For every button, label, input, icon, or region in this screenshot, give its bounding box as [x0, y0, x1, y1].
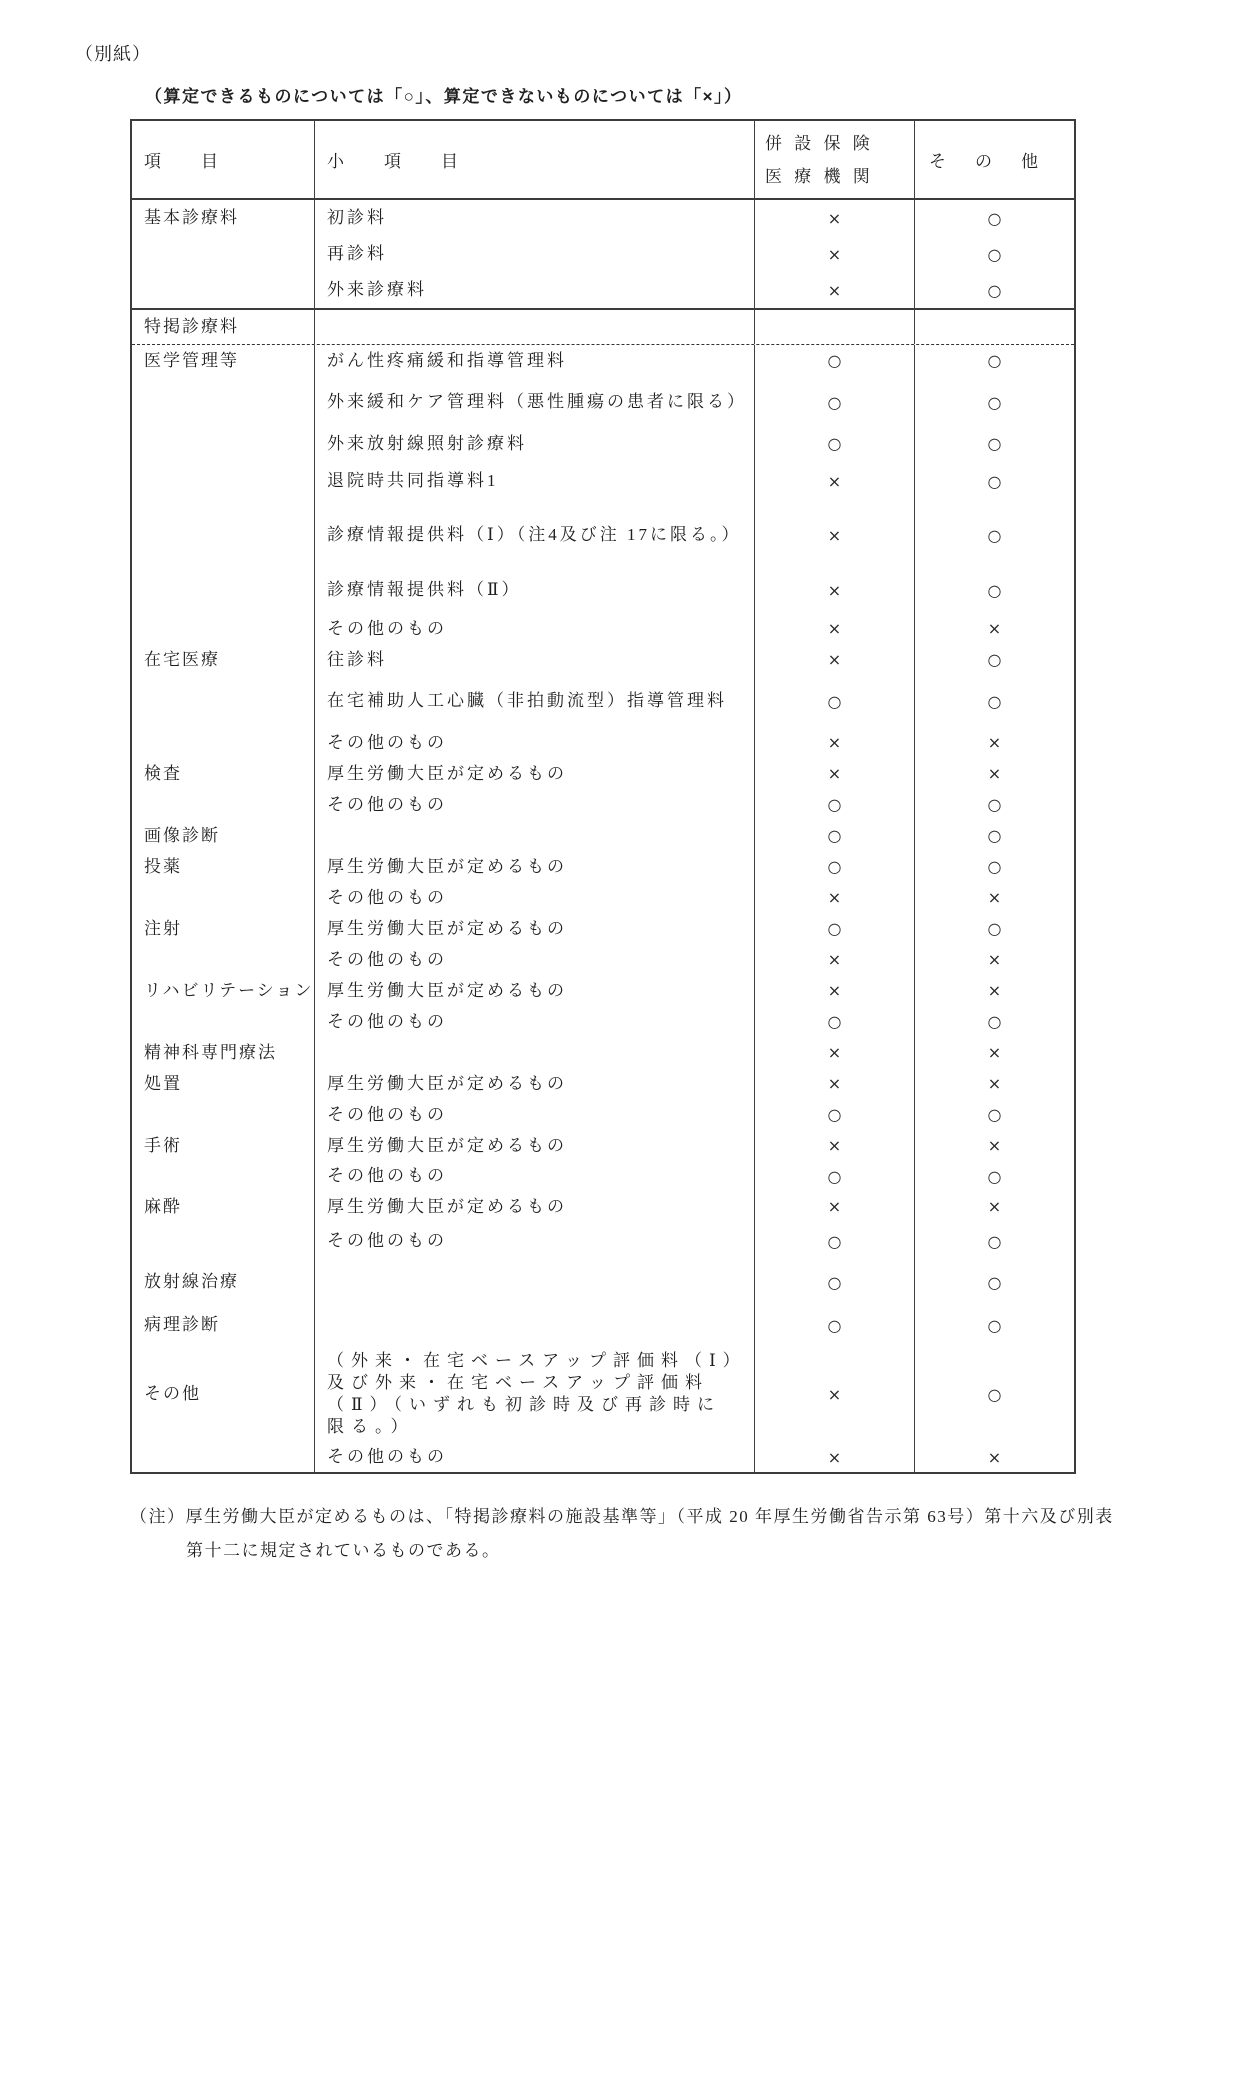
sub-item-cell: 往診料 — [314, 644, 754, 675]
sub-item-cell: その他のもの — [314, 1006, 754, 1037]
header-attached-insurance-institution — [754, 121, 914, 198]
attached-insurance-mark-cell: × — [754, 727, 914, 758]
item-cell: 手術 — [144, 1135, 182, 1155]
attached-insurance-mark-cell: ○ — [754, 1006, 914, 1037]
attached-insurance-mark-cell: ○ — [754, 1222, 914, 1260]
sub-item-cell — [314, 310, 754, 344]
attached-insurance-mark-cell: ○ — [754, 428, 914, 459]
item-cell — [132, 1442, 314, 1472]
item-cell — [132, 236, 314, 272]
sub-item-cell: 退院時共同指導料1 — [314, 459, 754, 503]
other-mark-cell: ○ — [914, 503, 1074, 567]
document-page — [0, 40, 1255, 2075]
table-row — [132, 459, 1074, 503]
attached-insurance-mark-cell: ○ — [754, 345, 914, 376]
sub-item-cell: （外来・在宅ベースアップ評価料（Ⅰ）及び外来・在宅ベースアップ評価料（Ⅱ）（いずれも初診時及び再診時に限る。） — [314, 1346, 754, 1442]
attached-insurance-mark-cell — [754, 310, 914, 344]
section-tokkei-fees — [132, 310, 1074, 345]
item-cell — [132, 1222, 314, 1260]
table-row — [132, 1442, 1074, 1472]
other-mark-cell: ○ — [914, 1006, 1074, 1037]
section-tokkei-detail-rows — [132, 345, 1074, 1472]
legend-note: （算定できるものについては「○」、算定できないものについては「×」） — [145, 87, 743, 106]
item-cell — [132, 1161, 314, 1191]
item-cell — [132, 459, 314, 503]
other-mark-cell: ○ — [914, 913, 1074, 944]
header-item: 項 目 — [144, 152, 220, 171]
sub-item-cell: その他のもの — [314, 613, 754, 644]
table-row — [132, 272, 1074, 308]
attached-insurance-mark-cell: × — [754, 1191, 914, 1222]
other-mark-cell: × — [914, 882, 1074, 913]
item-cell — [132, 727, 314, 758]
sub-item-cell: その他のもの — [314, 944, 754, 975]
sub-item-cell: その他のもの — [314, 789, 754, 820]
attached-insurance-mark-cell: × — [754, 236, 914, 272]
attached-insurance-mark-cell: ○ — [754, 1304, 914, 1346]
footnote: （注）厚生労働大臣が定めるものは、「特掲診療料の施設基準等」（平成 20 年厚生労働省告示第 63号）第十六及び別表第十二に規定されているものである。 — [130, 1507, 1114, 1560]
other-mark-cell: × — [914, 1191, 1074, 1222]
sub-item-cell: 厚生労働大臣が定めるもの — [314, 1130, 754, 1161]
other-mark-cell: ○ — [914, 459, 1074, 503]
other-mark-cell: ○ — [914, 1346, 1074, 1442]
sub-item-cell: 厚生労働大臣が定めるもの — [314, 1191, 754, 1222]
other-mark-cell: ○ — [914, 567, 1074, 613]
attached-insurance-mark-cell: × — [754, 758, 914, 789]
table-row — [132, 345, 1074, 376]
attached-insurance-mark-cell: × — [754, 200, 914, 236]
other-mark-cell: × — [914, 975, 1074, 1006]
table-row — [132, 503, 1074, 567]
attached-insurance-mark-cell: ○ — [754, 675, 914, 727]
table-row — [132, 675, 1074, 727]
attached-insurance-mark-cell: × — [754, 272, 914, 308]
item-cell: 検査 — [144, 763, 182, 783]
attached-insurance-mark-cell: × — [754, 1442, 914, 1472]
table-row — [132, 1099, 1074, 1130]
sub-item-cell: 厚生労働大臣が定めるもの — [314, 851, 754, 882]
other-mark-cell: × — [914, 758, 1074, 789]
other-mark-cell: ○ — [914, 644, 1074, 675]
table-row — [132, 310, 1074, 344]
table-row — [132, 820, 1074, 851]
sub-item-cell — [314, 1304, 754, 1346]
sub-item-cell — [314, 1260, 754, 1304]
item-cell: 在宅医療 — [144, 649, 220, 669]
section-basic-fees — [132, 200, 1074, 310]
other-mark-cell: × — [914, 727, 1074, 758]
other-mark-cell: ○ — [914, 789, 1074, 820]
attached-insurance-mark-cell: × — [754, 644, 914, 675]
other-mark-cell: × — [914, 1037, 1074, 1068]
table-row — [132, 851, 1074, 882]
item-cell — [132, 376, 314, 428]
other-mark-cell: × — [914, 1130, 1074, 1161]
table-row — [132, 1222, 1074, 1260]
sub-item-cell: その他のもの — [314, 1161, 754, 1191]
table-row — [132, 1304, 1074, 1346]
table-row — [132, 1191, 1074, 1222]
header-other: そ の 他 — [914, 121, 1074, 198]
table-row — [132, 644, 1074, 675]
other-mark-cell: × — [914, 1442, 1074, 1472]
item-cell — [132, 789, 314, 820]
table-row — [132, 376, 1074, 428]
table-row — [132, 727, 1074, 758]
other-mark-cell — [914, 310, 1074, 344]
sub-item-cell: その他のもの — [314, 727, 754, 758]
item-cell — [132, 1006, 314, 1037]
item-cell: 病理診断 — [144, 1315, 220, 1334]
table-row — [132, 236, 1074, 272]
other-mark-cell: ○ — [914, 428, 1074, 459]
table-row — [132, 882, 1074, 913]
sub-item-cell: 初診料 — [314, 200, 754, 236]
other-mark-cell: ○ — [914, 1222, 1074, 1260]
other-mark-cell: ○ — [914, 376, 1074, 428]
item-cell: 投薬 — [144, 856, 182, 876]
sub-item-cell: 外来緩和ケア管理料（悪性腫瘍の患者に限る） — [314, 376, 754, 428]
sub-item-cell: 外来診療料 — [314, 272, 754, 308]
attached-insurance-mark-cell: ○ — [754, 913, 914, 944]
attached-insurance-mark-cell: ○ — [754, 851, 914, 882]
attached-insurance-mark-cell: ○ — [754, 789, 914, 820]
header-attached-line1: 併 設 保 険 — [765, 133, 874, 153]
sub-item-cell: 厚生労働大臣が定めるもの — [314, 913, 754, 944]
other-mark-cell: ○ — [914, 1099, 1074, 1130]
table-row — [132, 1068, 1074, 1099]
item-cell: リハビリテーション — [144, 980, 314, 1000]
attached-insurance-mark-cell: × — [754, 503, 914, 567]
table-row — [132, 1346, 1074, 1442]
other-mark-cell: ○ — [914, 236, 1074, 272]
sub-item-cell — [314, 820, 754, 851]
other-mark-cell: × — [914, 1068, 1074, 1099]
item-cell — [132, 567, 314, 613]
sub-item-cell: 厚生労働大臣が定めるもの — [314, 1068, 754, 1099]
attached-insurance-mark-cell: × — [754, 459, 914, 503]
attached-insurance-mark-cell: ○ — [754, 1260, 914, 1304]
other-mark-cell: × — [914, 944, 1074, 975]
sub-item-cell: その他のもの — [314, 1442, 754, 1472]
item-cell: 特掲診療料 — [144, 317, 239, 336]
table-row — [132, 1161, 1074, 1191]
item-cell: 注射 — [144, 918, 182, 938]
table-header-row — [132, 121, 1074, 200]
attached-insurance-mark-cell: × — [754, 975, 914, 1006]
item-cell: その他 — [144, 1384, 201, 1403]
other-mark-cell: ○ — [914, 675, 1074, 727]
sub-item-cell: 診療情報提供料（Ⅰ）（注4及び注 17に限る。） — [314, 503, 754, 567]
sub-item-cell: 再診料 — [314, 236, 754, 272]
attached-insurance-mark-cell: × — [754, 882, 914, 913]
attached-insurance-mark-cell: × — [754, 1130, 914, 1161]
item-cell: 基本診療料 — [144, 208, 239, 227]
table-row — [132, 200, 1074, 236]
attached-insurance-mark-cell: × — [754, 1068, 914, 1099]
sub-item-cell: その他のもの — [314, 1099, 754, 1130]
item-cell — [132, 944, 314, 975]
other-mark-cell: ○ — [914, 851, 1074, 882]
attached-insurance-mark-cell: × — [754, 1037, 914, 1068]
other-mark-cell: ○ — [914, 345, 1074, 376]
sub-item-cell: 厚生労働大臣が定めるもの — [314, 975, 754, 1006]
item-cell — [132, 272, 314, 308]
item-cell: 処置 — [144, 1073, 182, 1093]
attachment-label: （別紙） — [75, 44, 151, 64]
table-row — [132, 758, 1074, 789]
item-cell — [132, 1099, 314, 1130]
other-mark-cell: × — [914, 613, 1074, 644]
other-mark-cell: ○ — [914, 820, 1074, 851]
fee-calculation-table — [130, 119, 1076, 1474]
attached-insurance-mark-cell: × — [754, 1346, 914, 1442]
sub-item-cell: がん性疼痛緩和指導管理料 — [314, 345, 754, 376]
item-cell — [132, 613, 314, 644]
table-row — [132, 913, 1074, 944]
sub-item-cell — [314, 1037, 754, 1068]
item-cell — [132, 882, 314, 913]
item-cell: 画像診断 — [144, 825, 220, 845]
attached-insurance-mark-cell: × — [754, 944, 914, 975]
other-mark-cell: ○ — [914, 1161, 1074, 1191]
table-row — [132, 1130, 1074, 1161]
item-cell: 放射線治療 — [144, 1272, 239, 1291]
table-row — [132, 1037, 1074, 1068]
table-row — [132, 944, 1074, 975]
other-mark-cell: ○ — [914, 200, 1074, 236]
sub-item-cell: 在宅補助人工心臓（非拍動流型）指導管理料 — [314, 675, 754, 727]
header-attached-line2: 医 療 機 関 — [765, 166, 874, 186]
item-cell — [132, 503, 314, 567]
table-row — [132, 567, 1074, 613]
attached-insurance-mark-cell: ○ — [754, 820, 914, 851]
attached-insurance-mark-cell: ○ — [754, 1161, 914, 1191]
item-cell: 精神科専門療法 — [144, 1042, 277, 1062]
table-row — [132, 428, 1074, 459]
table-row — [132, 975, 1074, 1006]
table-row — [132, 789, 1074, 820]
sub-item-cell: 厚生労働大臣が定めるもの — [314, 758, 754, 789]
other-mark-cell: ○ — [914, 1260, 1074, 1304]
other-mark-cell: ○ — [914, 272, 1074, 308]
attached-insurance-mark-cell: ○ — [754, 376, 914, 428]
table-row — [132, 1006, 1074, 1037]
table-row — [132, 1260, 1074, 1304]
item-cell — [132, 675, 314, 727]
item-cell: 医学管理等 — [144, 350, 239, 370]
attached-insurance-mark-cell: × — [754, 567, 914, 613]
other-mark-cell: ○ — [914, 1304, 1074, 1346]
sub-item-cell: その他のもの — [314, 1222, 754, 1260]
attached-insurance-mark-cell: ○ — [754, 1099, 914, 1130]
attached-insurance-mark-cell: × — [754, 613, 914, 644]
sub-item-cell: 外来放射線照射診療料 — [314, 428, 754, 459]
item-cell — [132, 428, 314, 459]
sub-item-cell: その他のもの — [314, 882, 754, 913]
sub-item-cell: 診療情報提供料（Ⅱ） — [314, 567, 754, 613]
header-sub-item: 小 項 目 — [314, 121, 754, 198]
item-cell: 麻酔 — [144, 1196, 182, 1216]
table-row — [132, 613, 1074, 644]
